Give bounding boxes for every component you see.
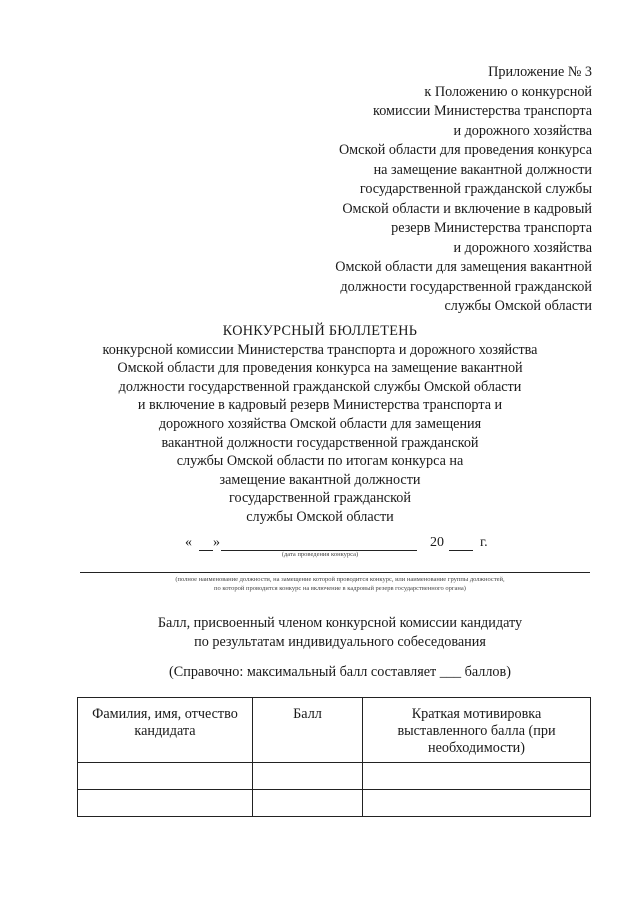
title-line: вакантной должности государственной гражданской <box>161 434 479 451</box>
date-close-quote: » <box>213 535 220 550</box>
position-caption-line: (полное наименование должности, на замещение которой проводится конкурс, или наименование группы должностей, <box>175 576 505 583</box>
ballot-title: КОНКУРСНЫЙ БЮЛЛЕТЕНЬ <box>222 323 418 339</box>
appendix-line: должности государственной гражданской <box>340 278 592 295</box>
table-row <box>78 790 591 817</box>
score-heading <box>80 614 600 651</box>
score-cell[interactable] <box>253 790 363 817</box>
appendix-line: комиссии Министерства транспорта <box>373 103 592 119</box>
title-line: должности государственной гражданской службы Омской области <box>118 378 522 395</box>
title-line: дорожного хозяйства Омской области для замещения <box>158 415 482 432</box>
position-blank[interactable] <box>80 572 590 573</box>
year-prefix: 20 <box>430 535 444 550</box>
date-open-quote: « <box>185 535 192 550</box>
appendix-line: государственной гражданской службы <box>359 181 592 197</box>
header-candidate-name: Фамилия, имя, отчество кандидата <box>78 698 253 763</box>
title-line: службы Омской области <box>246 508 394 525</box>
motivation-cell[interactable] <box>363 790 591 817</box>
score-heading-line: по результатам индивидуального собеседования <box>194 633 486 650</box>
max-score-reference: (Справочно: максимальный балл составляет ___ баллов) <box>169 664 511 680</box>
appendix-line: и дорожного хозяйства <box>453 122 592 139</box>
appendix-line: резерв Министерства транспорта <box>391 220 592 236</box>
day-blank[interactable] <box>199 550 213 551</box>
title-line: замещение вакантной должности <box>219 471 421 488</box>
candidate-name-cell[interactable] <box>78 790 253 817</box>
score-heading-line: Балл, присвоенный членом конкурсной комиссии кандидату <box>157 615 523 631</box>
score-table <box>77 697 591 817</box>
header-motivation: Краткая мотивировка выставленного балла (при необходимости) <box>363 698 591 763</box>
appendix-line: Омской области для замещения вакантной <box>335 259 592 275</box>
ballot-title-block <box>70 322 570 527</box>
appendix-line: на замещение вакантной должности <box>373 161 592 178</box>
header-score: Балл <box>253 698 363 763</box>
candidate-name-cell[interactable] <box>78 763 253 790</box>
title-line: государственной гражданской <box>229 490 411 507</box>
appendix-line: Омской области и включение в кадровый <box>342 200 592 217</box>
title-line: и включение в кадровый резерв Министерства транспорта и <box>137 397 503 414</box>
table-header-row <box>78 698 591 763</box>
motivation-cell[interactable] <box>363 763 591 790</box>
appendix-line: службы Омской области <box>444 298 592 314</box>
year-blank[interactable] <box>449 550 473 551</box>
appendix-line: Приложение № 3 <box>488 64 592 80</box>
table-row <box>78 763 591 790</box>
date-caption: (дата проведения конкурса) <box>281 551 359 558</box>
appendix-reference <box>292 63 592 317</box>
year-suffix: г. <box>480 535 488 550</box>
appendix-line: и дорожного хозяйства <box>453 239 592 256</box>
score-cell[interactable] <box>253 763 363 790</box>
title-line: конкурсной комиссии Министерства транспорта и дорожного хозяйства <box>102 341 538 358</box>
appendix-line: к Положению о конкурсной <box>424 83 592 100</box>
title-line: службы Омской области по итогам конкурса на <box>176 453 464 470</box>
position-caption <box>100 575 580 593</box>
position-caption-line: по которой проводится конкурс на включение в кадровый резерв государственного органа) <box>214 585 466 592</box>
appendix-line: Омской области для проведения конкурса <box>338 142 592 158</box>
title-line: Омской области для проведения конкурса на замещение вакантной <box>117 360 523 377</box>
